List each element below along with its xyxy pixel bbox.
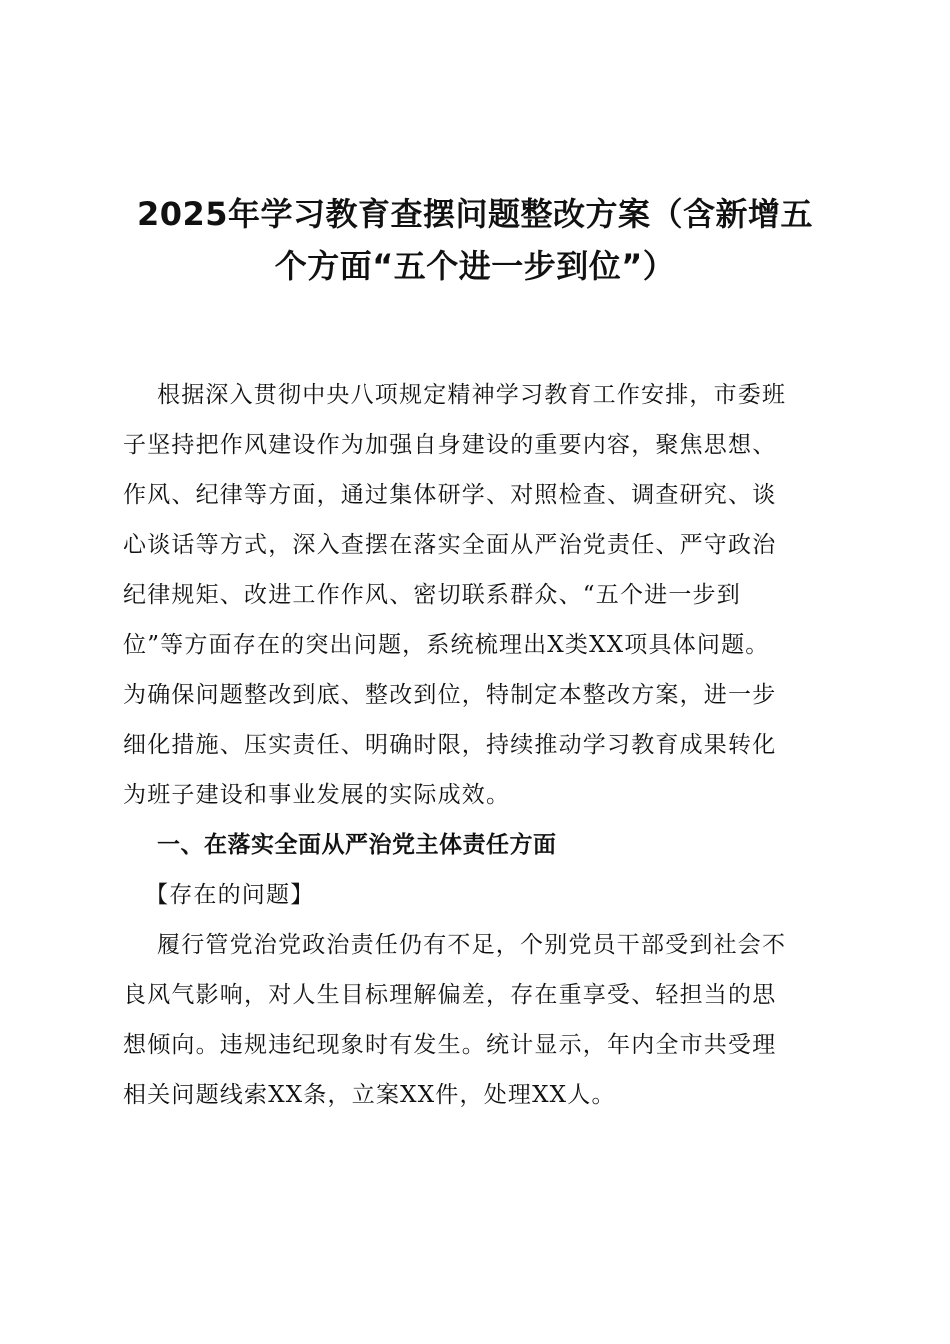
- problem-line-1: 履行管党治党政治责任仍有不足，个别党员干部受到社会不: [157, 932, 787, 958]
- problem-line-2: 良风气影响，对人生目标理解偏差，存在重享受、轻担当的思: [123, 982, 777, 1008]
- intro-line-1: 根据深入贯彻中央八项规定精神学习教育工作安排，市委班: [157, 382, 787, 408]
- intro-line-2: 子坚持把作风建设作为加强自身建设的重要内容，聚焦思想、: [123, 432, 777, 458]
- problem-line-4: 相关问题线索XX条，立案XX件，处理XX人。: [123, 1082, 616, 1108]
- intro-line-4: 心谈话等方式，深入查摆在落实全面从严治党责任、严守政治: [123, 532, 777, 558]
- intro-line-6: 位”等方面存在的突出问题，系统梳理出X类XX项具体问题。: [123, 632, 770, 658]
- title-line-1: 2025年学习教育查摆问题整改方案（含新增五: [136, 195, 814, 233]
- intro-line-9: 为班子建设和事业发展的实际成效。: [123, 782, 511, 808]
- intro-line-7: 为确保问题整改到底、整改到位，特制定本整改方案，进一步: [123, 682, 777, 708]
- intro-line-3: 作风、纪律等方面，通过集体研学、对照检查、调查研究、谈: [123, 482, 777, 508]
- intro-line-5: 纪律规矩、改进工作作风、密切联系群众、“五个进一步到: [123, 582, 741, 608]
- section-heading-1: 一、在落实全面从严治党主体责任方面: [157, 832, 557, 858]
- intro-line-8: 细化措施、压实责任、明确时限，持续推动学习教育成果转化: [123, 732, 777, 758]
- document-title: [110, 188, 840, 292]
- problems-label: 【存在的问题】: [145, 882, 315, 908]
- problem-line-3: 想倾向。违规违纪现象时有发生。统计显示，年内全市共受理: [123, 1032, 777, 1058]
- document-body: [123, 370, 833, 1120]
- title-line-2: 个方面“五个进一步到位”）: [274, 247, 676, 285]
